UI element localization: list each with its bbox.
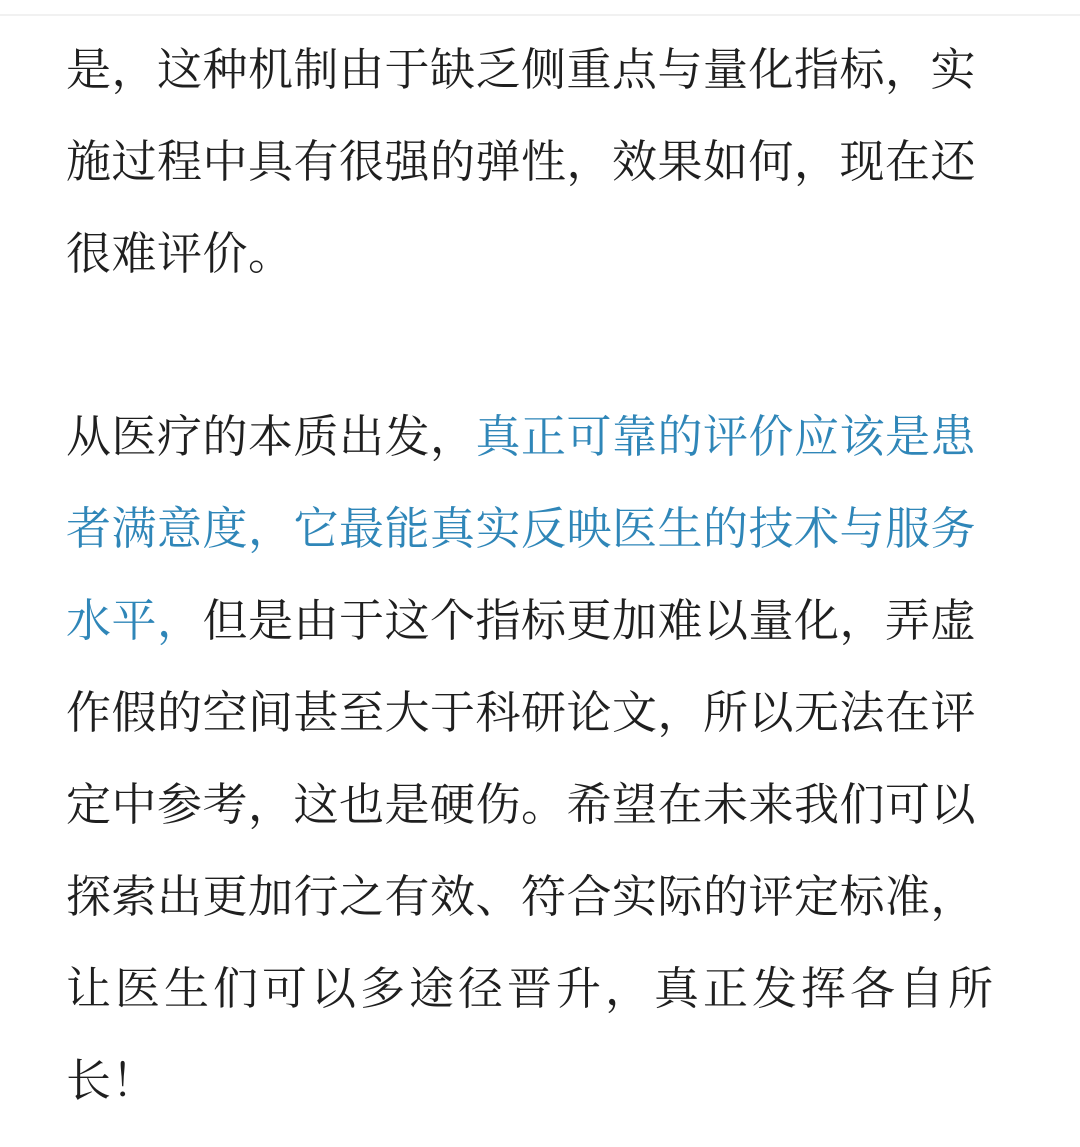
paragraph-line bbox=[66, 391, 1026, 483]
paragraph-line: 长！ bbox=[66, 1054, 158, 1107]
paragraph-line: 施过程中具有很强的弹性，效果如何，现在还 bbox=[66, 135, 977, 188]
paragraph-line: 让医生们可以多途径晋升，真正发挥各自所 bbox=[66, 962, 998, 1015]
article-paragraph-2 bbox=[66, 391, 1026, 1127]
paragraph-line: 很难评价。 bbox=[66, 227, 294, 280]
highlighted-line: 者满意度，它最能真实反映医生的技术与服务 bbox=[66, 502, 977, 555]
paragraph-line: 是，这种机制由于缺乏侧重点与量化指标，实 bbox=[66, 43, 977, 96]
paragraph-line: 作假的空间甚至大于科研论文，所以无法在评 bbox=[66, 686, 977, 739]
article-paragraph-1 bbox=[66, 24, 1026, 300]
paragraph-line: 定中参考，这也是硬伤。希望在未来我们可以 bbox=[66, 778, 977, 831]
plain-text: 从医疗的本质出发， bbox=[66, 410, 476, 463]
top-divider bbox=[0, 14, 1080, 16]
paragraph-line: 探索出更加行之有效、符合实际的评定标准， bbox=[66, 870, 977, 923]
highlighted-text: 真正可靠的评价应该是患 bbox=[475, 410, 977, 463]
paragraph-line bbox=[66, 575, 1026, 667]
highlighted-text: 水平， bbox=[66, 594, 203, 647]
plain-text: 但是由于这个指标更加难以量化，弄虚 bbox=[202, 594, 977, 647]
